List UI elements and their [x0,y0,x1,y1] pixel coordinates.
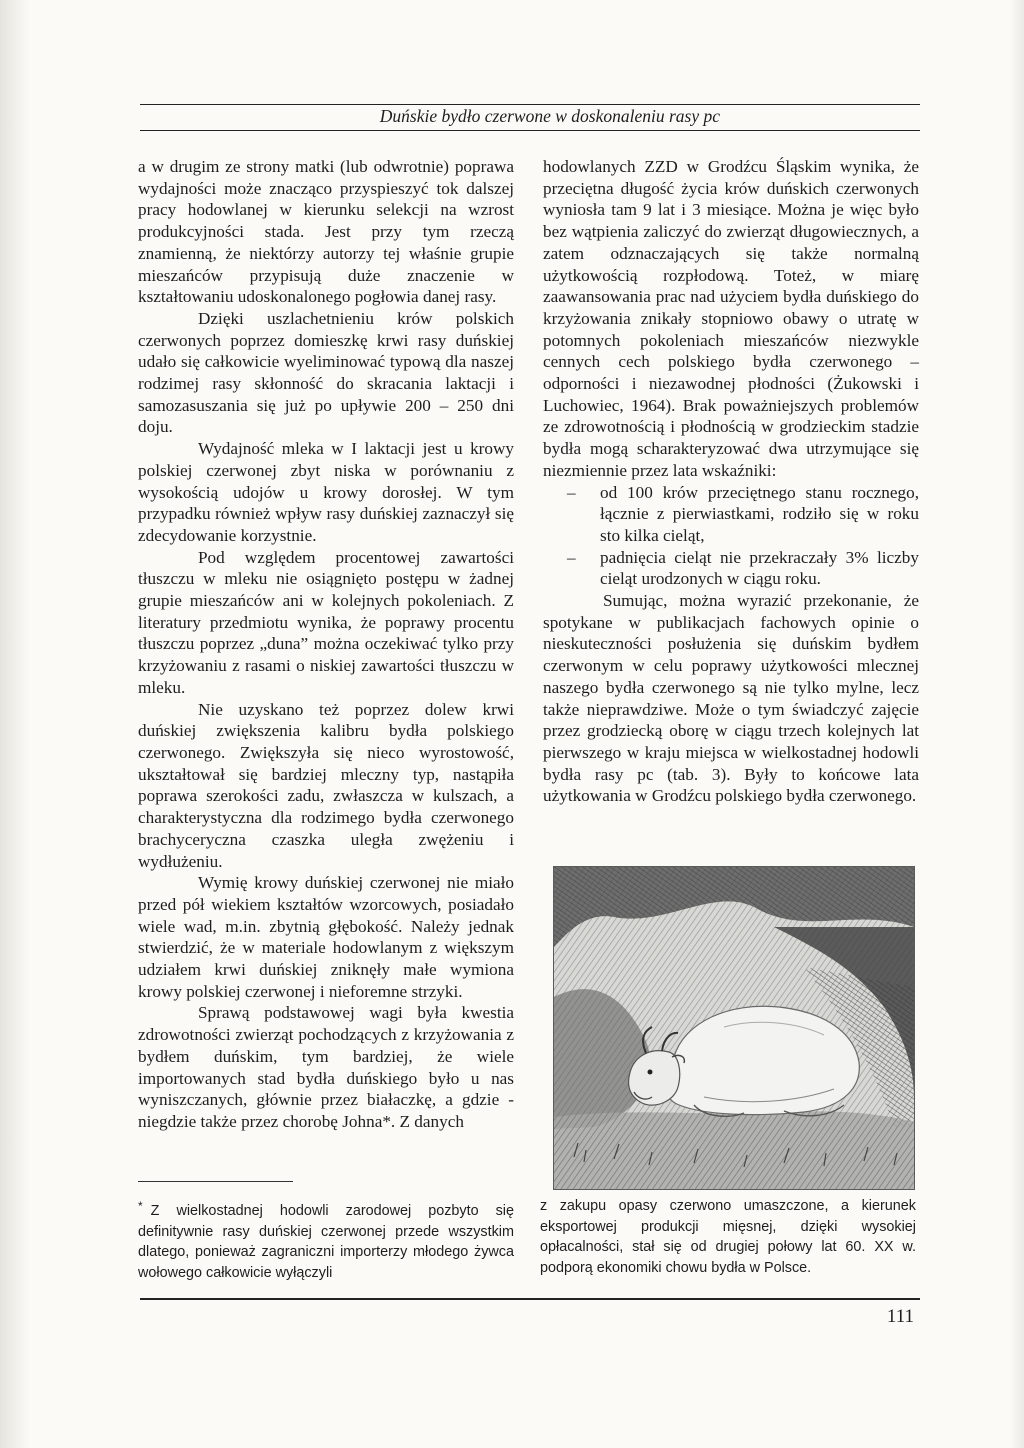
header-rule-bottom [140,130,920,131]
footer-rule [140,1298,920,1300]
paragraph: Wymię krowy duńskiej czerwonej nie miało przed pół wiekiem kształtów wzorcowych, posiadało wiele wad, m.in. zbytnią głębokość. Należy jednak stwierdzić, że w materiale hodowlanym z większym udziałem krwi duńskiej zniknęły małe wymiona krowy polskiej czerwonej i nieforemne strzyki. [138,873,514,1001]
footnote-marker: * [138,1199,143,1213]
footnote-text: Z wielkostadnej hodowli zarodowej pozbyto się definitywnie rasy duńskiej czerwonej przede wszystkim dlatego, ponieważ zagraniczni importerzy młodego żywca wołowego całkowicie wyłączyli [138,1203,514,1281]
paragraph: Sumując, można wyrazić przekonanie, że spotykane w publikacjach fachowych opinie o nieskuteczności posłużenia się duńskim bydłem czerwonym w celu poprawy użytkowości mlecznej naszego bydła czerwonego są nie tylko mylne, lecz także nieprawdziwe. Może o tym świadczyć zajęcie przez grodziecką oborę w ciągu trzech kolejnych lat pierwszego w kraju miejsca w wielkostadnej hodowli bydła rasy pc (tab. 3). Były to końcowe lata użytkowania w Grodźcu polskiego bydła czerwonego. [543,591,919,806]
list-item [543,547,919,590]
paragraph: a w drugim ze strony matki (lub odwrotnie) poprawa wydajności może znacząco przyspieszyć tok dalszej pracy hodowlanej w kierunku selekcji na wzrost produkcyjności stada. Jest przy tym rzeczą znamienną, że niektórzy autorzy tej właśnie grupie mieszańców przypisują duże znaczenie w kształtowaniu udoskonalonego pogłowia danej rasy. [138,157,514,307]
paragraph: Pod względem procentowej zawartości tłuszczu w mleku nie osiągnięto postępu w żadnej grupie mieszańców ani w kolejnych pokoleniach. Z literatury przedmiotu wynika, że poprawy procentu tłuszczu poprzez „duna” można oczekiwać tylko przy krzyżowaniu z rasami o niskiej zawartości tłuszczu w mleku. [138,547,514,697]
paragraph: Sprawą podstawowej wagi była kwestia zdrowotności zwierząt pochodzących z krzyżowania z bydłem duńskim, tym bardziej, że wiele importowanych stad bydła duńskiego było u nas wyniszczanych, głównie przez białaczkę, a gdzie - niegdzie także przez chorobę Johna*. Z danych [138,1003,514,1131]
cow-etching-illustration [553,866,915,1190]
footnote-right [540,1196,916,1278]
footnote-left [138,1196,514,1283]
scan-edge-left [0,0,30,1448]
paragraph: Wydajność mleka w I laktacji jest u krowy polskiej czerwonej zbyt niska w porównaniu z wysokością udojów u krowy dorosłej. W tym przypadku również wpływ rasy duńskiej zaznaczył się zdecydowanie korzystnie. [138,439,514,545]
list-dash: – [567,482,576,502]
indicator-list [543,482,919,591]
list-dash: – [567,547,576,567]
footnote-rule [138,1181,293,1182]
paragraph: Dzięki uszlachetnieniu krów polskich czerwonych poprzez domieszkę krwi rasy duńskiej udało się całkowicie wyeliminować typową dla naszej rodzimej rasy skłonność do skracania laktacji i samozasuszania się już po upływie 200 – 250 dni doju. [138,308,514,437]
etching-drawing [554,867,914,1189]
left-text-column [138,156,514,1133]
paragraph: Nie uzyskano też poprzez dolew krwi duńskiej zwiększenia kalibru bydła polskiego czerwonego. Zwiększyła się nieco wyrostowość, ukształtował się bardziej mleczny typ, nastąpiła poprawa szerokości zadu, zwłaszcza w kulszach, a charakterystyczna dla rodzimego bydła czerwonego brachyceryczna czaszka uległa zwężeniu i wydłużeniu. [138,699,514,871]
list-item-text: padnięcia cieląt nie przekraczały 3% liczby cieląt urodzonych w ciągu roku. [600,547,919,589]
page-number: 111 [886,1306,914,1327]
footnote-continuation-text: z zakupu opasy czerwono umaszczone, a kierunek eksportowej produkcji mięsnej, dzięki wysokiej opłacalności, stał się od drugiej połowy lat 60. XX w. podporą ekonomiki chowu bydła w Polsce. [540,1198,916,1276]
list-item-text: od 100 krów przeciętnego stanu rocznego, łącznie z pierwiastkami, rodziło się w roku sto kilka cieląt, [600,482,919,545]
scan-edge-right [1010,0,1024,1448]
right-text-column [543,156,919,807]
list-item [543,482,919,547]
paragraph: hodowlanych ZZD w Grodźcu Śląskim wynika, że przeciętna długość życia krów duńskich czerwonych wyniosła tam 9 lat i 3 miesiące. Można je więc było bez wątpienia zaliczyć do zwierząt długowiecznych, a zatem odznaczających się także normalną użytkowością rozpłodową. Toteż, w miarę zaawansowania prac nad użyciem bydła duńskiego do krzyżowania znikały stopniowo obawy o utratę w potomnych pokoleniach mieszańców niezwykle cennych cech polskiego bydła czerwonego – odporności i niezawodnej płodności (Żukowski i Luchowiec, 1964). Brak poważniejszych problemów ze zdrowotnością i płodnością w grodzieckim stadzie bydła mogą scharakteryzować dwa utrzymujące się niezmiennie przez lata wskaźniki: [543,157,919,480]
header-rule-top [140,104,920,105]
running-head: Duńskie bydło czerwone w doskonaleniu rasy pc [379,106,720,126]
